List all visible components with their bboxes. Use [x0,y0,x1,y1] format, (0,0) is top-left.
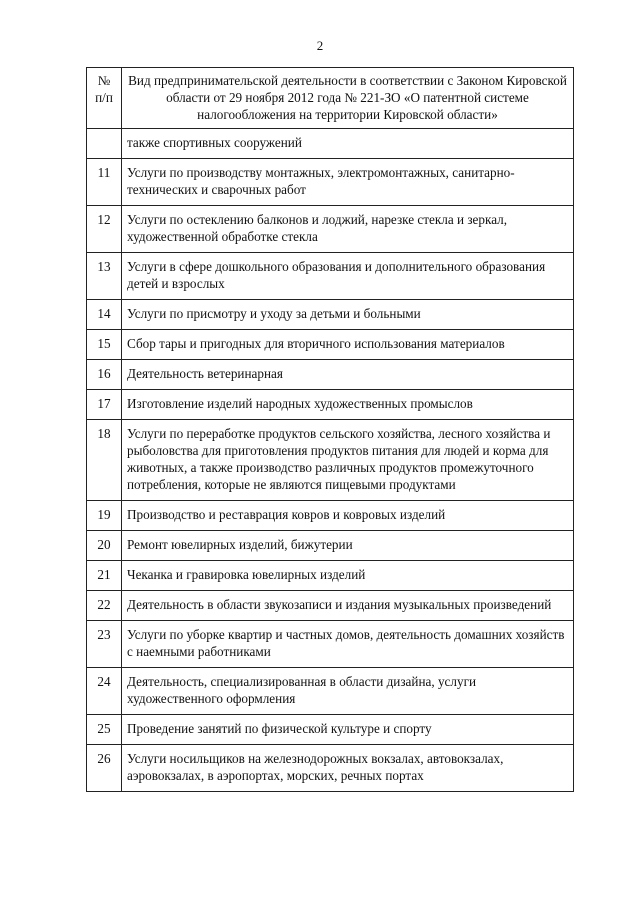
row-number: 11 [87,159,122,206]
row-text: Ремонт ювелирных изделий, бижутерии [122,531,574,561]
table-row [87,253,574,300]
table-row [87,360,574,390]
table-row [87,159,574,206]
row-text: Услуги по переработке продуктов сельского хозяйства, лесного хозяйства и рыболовства для приготовления продуктов питания для людей и корма для животных, а также производство различных продуктов промежуточного потребления, которые не являются пищевыми продуктами [122,420,574,501]
row-text: Услуги носильщиков на железнодорожных вокзалах, автовокзалах, аэровокзалах, в аэропортах, морских, речных портах [122,745,574,792]
row-number: 21 [87,561,122,591]
table-row [87,715,574,745]
table-row [87,745,574,792]
row-text: Услуги в сфере дошкольного образования и дополнительного образования детей и взрослых [122,253,574,300]
row-number: 16 [87,360,122,390]
row-text: Деятельность в области звукозаписи и издания музыкальных произведений [122,591,574,621]
number-column-header [87,68,122,129]
table-row [87,390,574,420]
description-column-header: Вид предпринимательской деятельности в соответствии с Законом Кировской области от 29 ноября 2012 года № 221-ЗО «О патентной системе налогообложения на территории Кировской области» [122,68,574,129]
page-number: 2 [316,38,324,53]
row-text: Услуги по остеклению балконов и лоджий, нарезке стекла и зеркал, художественной обработке стекла [122,206,574,253]
row-number: 15 [87,330,122,360]
row-text: также спортивных сооружений [122,129,574,159]
table-row [87,561,574,591]
table-row [87,668,574,715]
row-number: 24 [87,668,122,715]
row-text: Услуги по присмотру и уходу за детьми и больными [122,300,574,330]
row-text: Деятельность, специализированная в области дизайна, услуги художественного оформления [122,668,574,715]
row-number: 12 [87,206,122,253]
row-text: Услуги по производству монтажных, электромонтажных, санитарно-технических и сварочных работ [122,159,574,206]
row-number: 18 [87,420,122,501]
number-header-line2: п/п [95,90,113,105]
row-text: Чеканка и гравировка ювелирных изделий [122,561,574,591]
row-text: Услуги по уборке квартир и частных домов, деятельность домашних хозяйств с наемными работниками [122,621,574,668]
row-text: Изготовление изделий народных художественных промыслов [122,390,574,420]
table-row [87,501,574,531]
table-row [87,300,574,330]
activities-table [86,67,574,792]
number-header-line1: № [97,73,111,88]
table-row [87,330,574,360]
row-number: 22 [87,591,122,621]
row-number [87,129,122,159]
row-number: 23 [87,621,122,668]
table-row [87,531,574,561]
row-number: 26 [87,745,122,792]
row-text: Деятельность ветеринарная [122,360,574,390]
row-number: 20 [87,531,122,561]
table-row [87,206,574,253]
table-row [87,129,574,159]
row-text: Проведение занятий по физической культуре и спорту [122,715,574,745]
row-text: Сбор тары и пригодных для вторичного использования материалов [122,330,574,360]
table-row [87,591,574,621]
row-number: 13 [87,253,122,300]
row-number: 17 [87,390,122,420]
table-header-row [87,68,574,129]
row-number: 25 [87,715,122,745]
table-row [87,621,574,668]
row-text: Производство и реставрация ковров и ковровых изделий [122,501,574,531]
row-number: 14 [87,300,122,330]
row-number: 19 [87,501,122,531]
table-row [87,420,574,501]
